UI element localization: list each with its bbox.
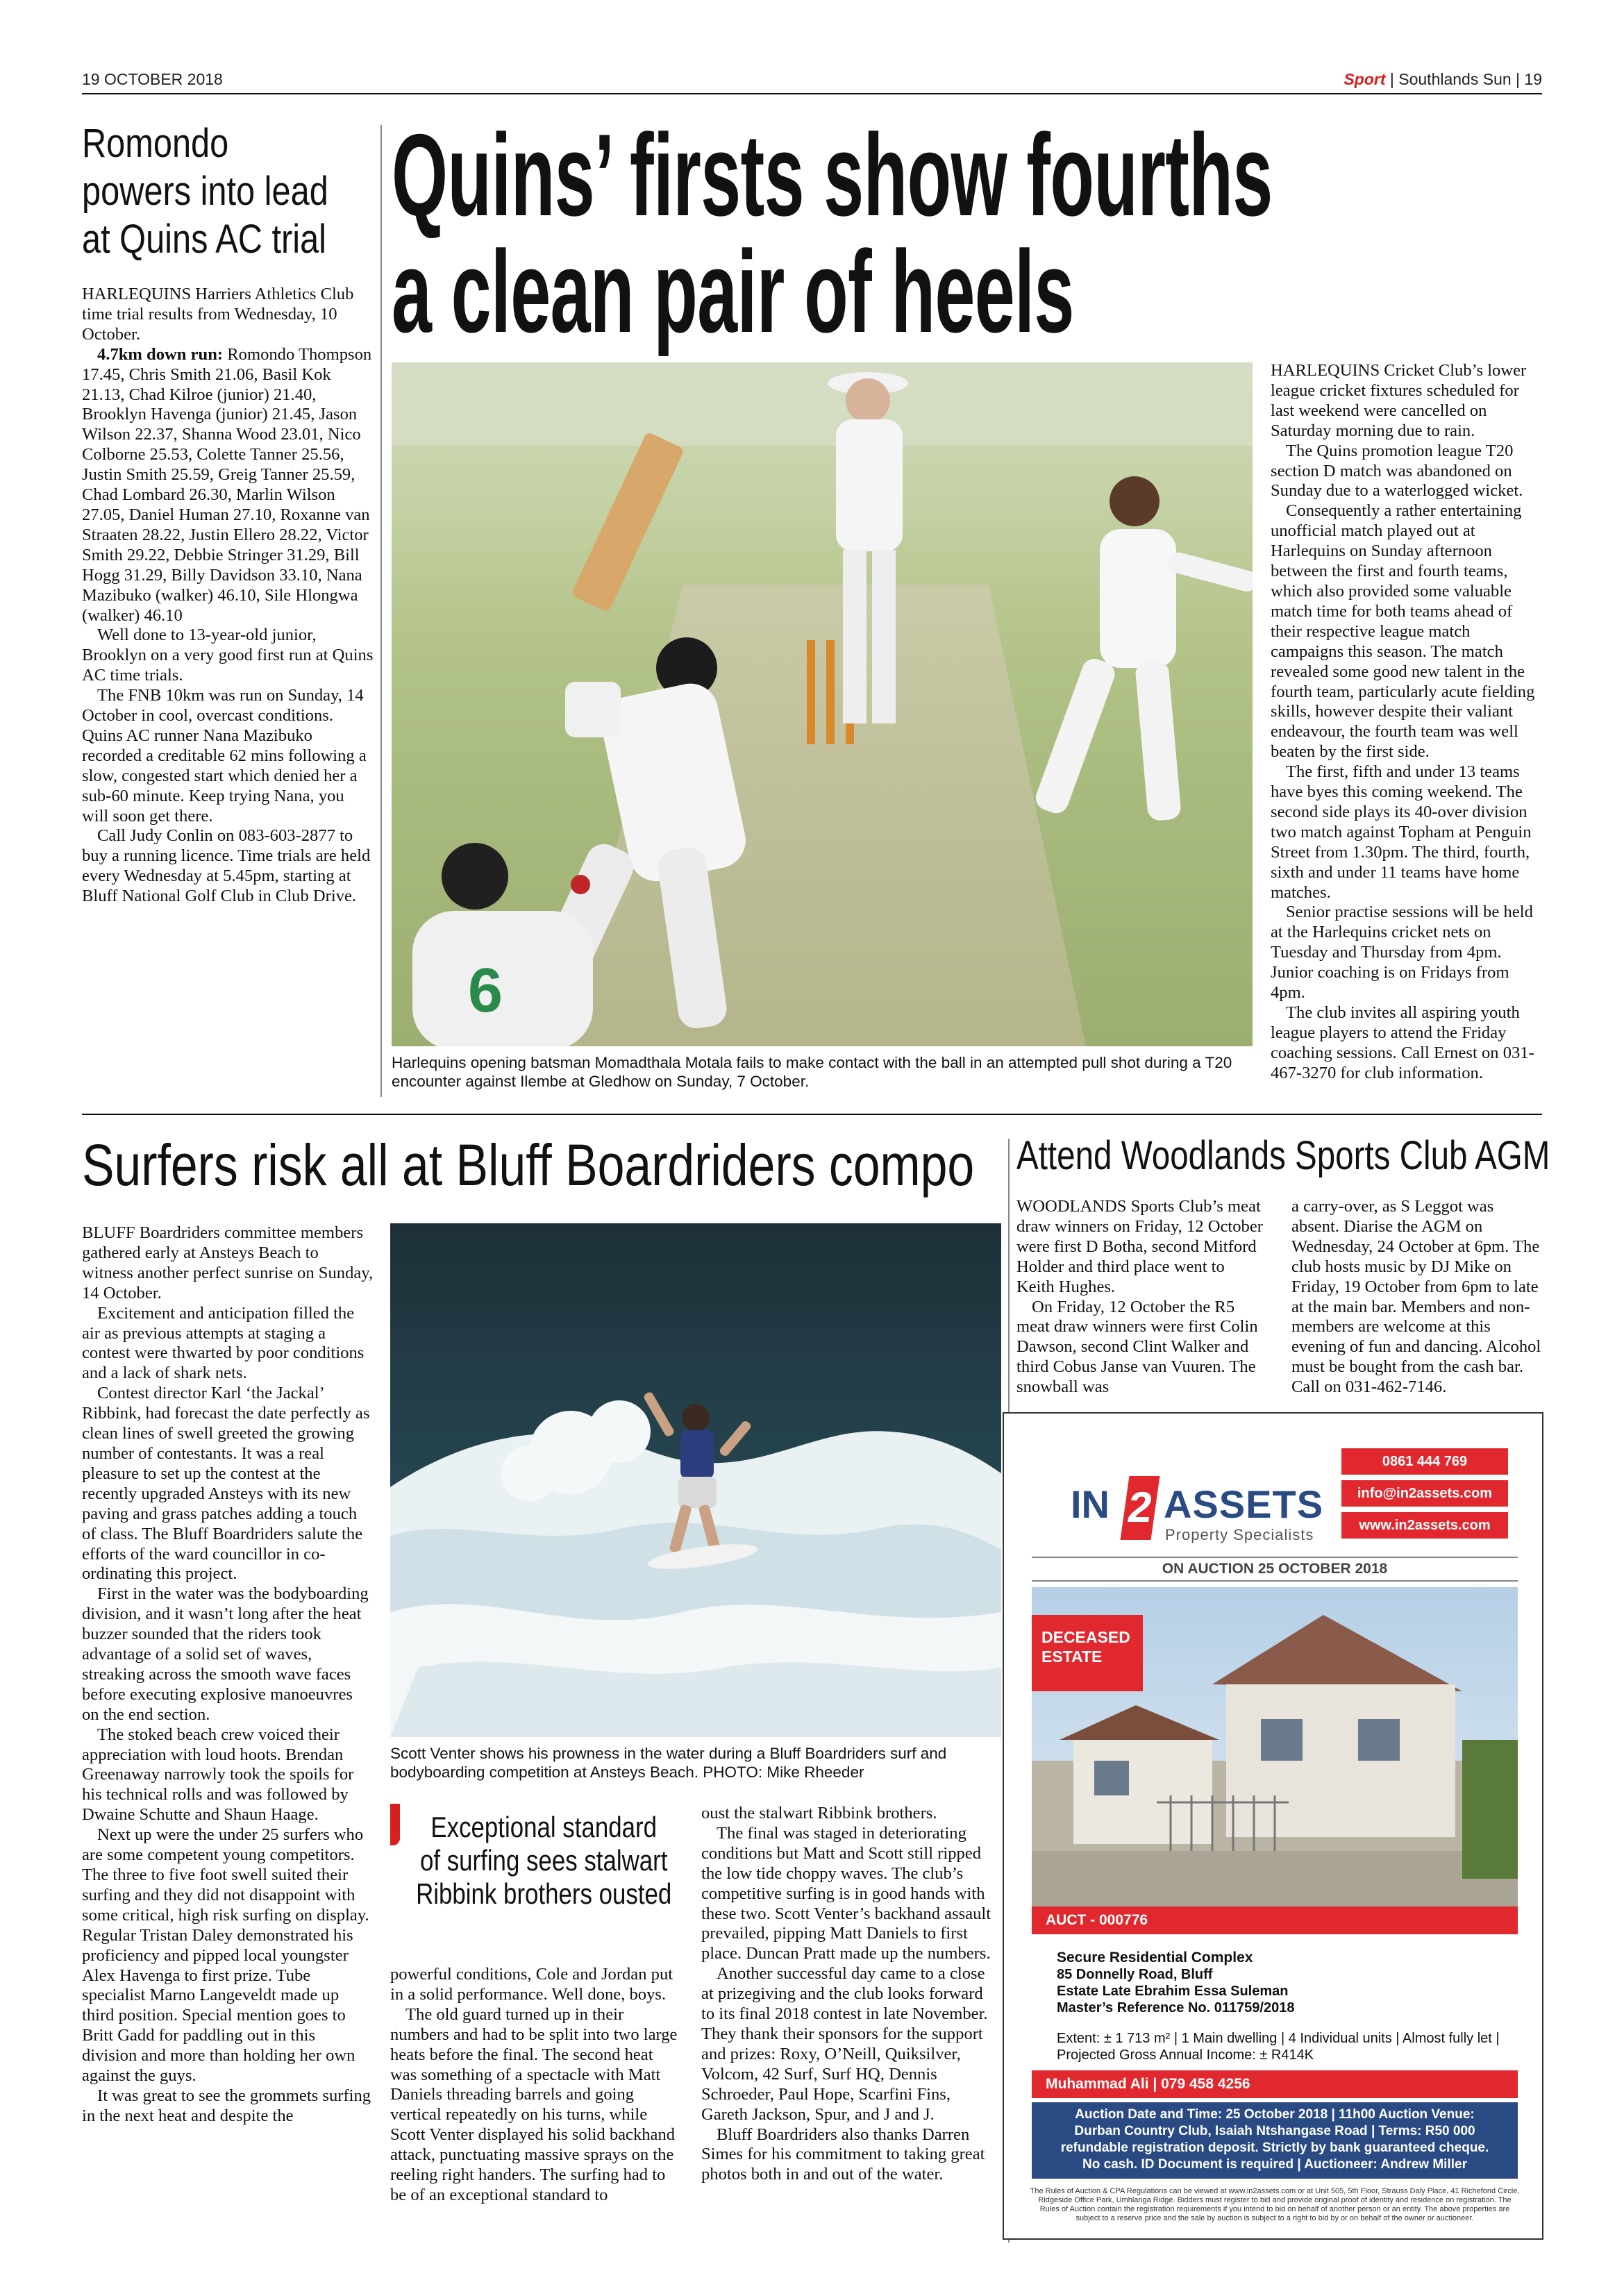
quote-mark-icon bbox=[390, 1804, 400, 1845]
romondo-headline bbox=[82, 119, 328, 263]
headline-line: at Quins AC trial bbox=[82, 217, 327, 262]
surf-photo bbox=[390, 1223, 1001, 1737]
brand-2: 2 bbox=[1121, 1476, 1160, 1540]
badge-line: DECEASED bbox=[1041, 1628, 1130, 1646]
paragraph: It was great to see the grommets surfing in the next heat and despite the bbox=[82, 2086, 371, 2125]
paragraph: The stoked beach crew voiced their appreciation with loud hoots. Brendan Greenaway narrowly took the spoils for his technical rolls and was followed by Dwaine Schutte and Shaun Haage. bbox=[82, 1725, 354, 1825]
surf-caption: Scott Venter shows his prowness in the water during a Bluff Boardriders surf and bodyboarding competition at Ansteys Beach. PHOTO: Mike Rheeder bbox=[390, 1745, 947, 1781]
property-title: Secure Residential Complex bbox=[1057, 1950, 1253, 1966]
fine-print: The Rules of Auction & CPA Regulations can be viewed at www.in2assets.com or at Unit 505, 5th Floor, Strauss Daly Place, 41 Richefond Circle, Ridgeside Office Park, Umhlanga Ridge. Bidders must register to bid and provide original proof of identity and residence on registration. The Rules of Auction contain the registration requirements if you intend to bid on behalf of another person or an entity. The above properties are subject to a reserve price and the sale by auction is subject to a right to bid by or on behalf of the owner or auctioneer. bbox=[1030, 2187, 1520, 2222]
paragraph: BLUFF Boardriders committee members gathered early at Ansteys Beach to witness another perfect sunrise on Sunday, 14 October. bbox=[82, 1223, 374, 1302]
paragraph: Excitement and anticipation filled the air as previous attempts at staging a contest were thwarted by poor conditions and a lack of shark nets. bbox=[82, 1303, 365, 1383]
paragraph: The first, fifth and under 13 teams have byes this coming weekend. The second side plays its 40-over division two match against Topham at Penguin Street from 1.30pm. The third, fourth, sixth and under 11 teams have home matches. bbox=[1271, 762, 1532, 902]
headline-line: Quins’ firsts show fourths bbox=[392, 110, 1273, 240]
venue-line: No cash. ID Document is required | Auctioneer: Andrew Miller bbox=[1082, 2157, 1467, 2172]
cricket-photo bbox=[392, 362, 1253, 1046]
brand-logo bbox=[1071, 1476, 1324, 1552]
brand-in: IN bbox=[1071, 1482, 1110, 1526]
paragraph: The final was staged in deteriorating conditions but Matt and Scott still ripped the low tide choppy waves. The club’s competitive surfing is in good hands with these two. Scott Venter’s backhand assault prevailed, pipping Matt Daniels to first place. Duncan Pratt made up the numbers. bbox=[701, 1823, 991, 1963]
paragraph: The FNB 10km was run on Sunday, 14 October in cool, overcast conditions. Quins AC runner Nana Mazibuko recorded a creditable 62 mins following a slow, congested start which denied her a sub-60 minute. Keep trying Nana, you will soon get there. bbox=[82, 686, 367, 826]
surf-scene bbox=[390, 1223, 1001, 1737]
paragraph: oust the stalwart Ribbink brothers. bbox=[701, 1804, 937, 1822]
paragraph: First in the water was the bodyboarding division, and it wasn’t long after the heat buzzer sounded that the riders took advantage of a solid set of waves, streaking across the smooth wave faces before executing explosive manoeuvres on the end section. bbox=[82, 1584, 369, 1724]
quote-line: Ribbink brothers ousted bbox=[416, 1877, 672, 1910]
woodlands-col1 bbox=[1016, 1197, 1266, 1405]
quins-body bbox=[1271, 361, 1543, 1104]
quins-headline bbox=[392, 110, 1273, 357]
paragraph: a carry-over, as S Leggot was absent. Diarise the AGM on Wednesday, 24 October at 6pm. The club hosts music by DJ Mike on Friday, 19 October from 6pm to late at the main bar. Members and non-members are welcome at this evening of fun and dancing. Alcohol must be bought from the cash bar. Call on 031-462-7146. bbox=[1291, 1197, 1541, 1397]
romondo-body bbox=[82, 285, 374, 1104]
page-date: 19 OCTOBER 2018 bbox=[82, 70, 223, 88]
paragraph: powerful conditions, Cole and Jordan put in a solid performance. Well done, boys. bbox=[390, 1965, 673, 2004]
pull-quote bbox=[390, 1804, 682, 1956]
paragraph: Well done to 13-year-old junior, Brooklyn on a very good first run at Quins AC time trials. bbox=[82, 626, 374, 685]
paragraph: The Quins promotion league T20 section D match was abandoned on Sunday due to a waterlogged wicket. bbox=[1271, 441, 1523, 501]
paragraph: Consequently a rather entertaining unofficial match played out at Harlequins on Sunday afternoon between the first and fourth teams, which also provided some valuable match time for both teams ahead of their respective league match campaigns this season. The match revealed some good new talent in the fourth team, particularly acute fielding skills, however despite their valiant endeavour, the fourth team was well beaten by the first side. bbox=[1271, 501, 1535, 762]
section-rule bbox=[82, 1114, 1542, 1115]
page-folio bbox=[1343, 70, 1542, 89]
auction-date: ON AUCTION 25 OCTOBER 2018 bbox=[1162, 1561, 1388, 1577]
lot-number: AUCT - 000776 bbox=[1032, 1907, 1518, 1934]
cricket-scene bbox=[392, 362, 1253, 1046]
agent-bar[interactable]: Muhammad Ali | 079 458 4256 bbox=[1032, 2070, 1518, 2098]
woodlands-headline: Attend Woodlands Sports Club AGM bbox=[1016, 1133, 1550, 1178]
quote-line: Exceptional standard bbox=[430, 1811, 657, 1843]
jersey-number: 6 bbox=[468, 956, 503, 1025]
property-estate: Estate Late Ebrahim Essa Suleman bbox=[1057, 1984, 1289, 1999]
paragraph: Contest director Karl ‘the Jackal’ Ribbink, had forecast the date perfectly as clean lines of swell greeted the growing number of contestants. It was a real pleasure to set up the contest at the recently upgraded Ansteys with its new paving and grass patches adding a touch of class. The Bluff Boardriders salute the efforts of the ward councillor in co-ordinating this project. bbox=[82, 1384, 370, 1584]
column-divider bbox=[380, 125, 382, 1097]
in2assets-ad bbox=[1003, 1412, 1543, 2240]
headline-line: Romondo bbox=[82, 121, 229, 166]
paragraph: WOODLANDS Sports Club’s meat draw winners on Friday, 12 October were first D Botha, second Mitford Holder and third place went to Keith Hughes. bbox=[1016, 1197, 1263, 1296]
badge-line: ESTATE bbox=[1041, 1648, 1103, 1666]
paragraph bbox=[82, 345, 374, 626]
surfers-col1 bbox=[82, 1223, 374, 2244]
property-extent: Extent: ± 1 713 m² | 1 Main dwelling | 4 Individual units | Almost fully let | Projected Gross Annual Income: ± R414K bbox=[1057, 2031, 1500, 2063]
paragraph: On Friday, 12 October the R5 meat draw winners were first Colin Dawson, second Clint Walker and third Cobus Janse van Vuuren. The snowball was bbox=[1016, 1297, 1258, 1397]
web-pill[interactable]: www.in2assets.com bbox=[1341, 1512, 1508, 1539]
surfers-col3 bbox=[701, 1804, 1000, 2248]
venue-line: Auction Date and Time: 25 October 2018 | 11h00 Auction Venue: bbox=[1075, 2107, 1475, 2122]
paragraph: HARLEQUINS Harriers Athletics Club time trial results from Wednesday, 10 October. bbox=[82, 285, 354, 344]
paragraph: Another successful day came to a close at prizegiving and the club looks forward to its final 2018 contest in late November. They thank their sponsors for the support and prizes: Roxy, O’Neill, Quiksilver, Volcom, 42 Surf, Surf HQ, Dennis Schroeder, Paul Hope, Scarfini Fins, Gareth Jackson, Spur, and J and J. bbox=[701, 1964, 988, 2124]
brand-assets: ASSETS bbox=[1164, 1482, 1324, 1526]
email-pill[interactable]: info@in2assets.com bbox=[1341, 1480, 1508, 1507]
headline-line: a clean pair of heels bbox=[392, 226, 1074, 357]
deceased-estate-badge bbox=[1032, 1615, 1143, 1691]
brand-sub: Property Specialists bbox=[1165, 1526, 1314, 1543]
surfers-col2 bbox=[390, 1965, 682, 2243]
paragraph: Bluff Boardriders also thanks Darren Simes for his commitment to taking great photos both in and out of the water. bbox=[701, 2125, 985, 2184]
house-photo bbox=[1032, 1587, 1518, 1934]
header-rule bbox=[82, 93, 1542, 94]
auction-venue bbox=[1032, 2102, 1518, 2179]
property-details bbox=[1057, 1950, 1501, 2063]
paragraph: Call Judy Conlin on 083-603-2877 to buy a running licence. Time trials are held every Wednesday at 5.45pm, starting at Bluff National Golf Club in Club Drive. bbox=[82, 826, 371, 906]
venue-line: refundable registration deposit. Strictly by bank guaranteed cheque. bbox=[1060, 2140, 1489, 2155]
pull-quote-text bbox=[405, 1811, 682, 1911]
paragraph: The club invites all aspiring youth league players to attend the Friday coaching sessions. Call Ernest on 031-467-3270 for club information. bbox=[1271, 1003, 1534, 1082]
venue-line: Durban Country Club, Isaiah Ntshangase Road | Terms: R50 000 bbox=[1074, 2124, 1475, 2138]
paragraph: Senior practise sessions will be held at the Harlequins cricket nets on Tuesday and Thursday from 4pm. Junior coaching is on Fridays from 4pm. bbox=[1271, 903, 1533, 1003]
paragraph: HARLEQUINS Cricket Club’s lower league cricket fixtures scheduled for last weekend were cancelled on Saturday morning due to rain. bbox=[1271, 361, 1527, 440]
run-results: Romondo Thompson 17.45, Chris Smith 21.06, Basil Kok 21.13, Chad Kilroe (junior) 21.40, Brooklyn Havenga (junior) 21.45, Jason Wilson 22.37, Shanna Wood 23.01, Nico Colborne 25.53, Colette Tanner 25.56, Justin Smith 25.59, Greig Tanner 25.59, Chad Lombard 26.30, Marlin Wilson 27.05, Daniel Human 27.10, Roxanne van Straaten 28.22, Justin Ellero 28.22, Victor Smith 29.22, Debbie Stringer 31.29, Bill Hogg 31.29, Billy Davidson 33.10, Nana Mazibuko (walker) 46.10, Sile Hlongwa (walker) 46.10 bbox=[82, 344, 372, 625]
run-heading: 4.7km down run: bbox=[97, 344, 224, 364]
cricket-caption: Harlequins opening batsman Momadthala Motala fails to make contact with the ball in an attempted pull shot during a T20 encounter against Ilembe at Gledhow on Sunday, 7 October. bbox=[392, 1054, 1232, 1090]
headline-line: powers into lead bbox=[82, 169, 328, 214]
paper-name: | Southlands Sun | 19 bbox=[1389, 70, 1542, 88]
woodlands-col2 bbox=[1291, 1197, 1543, 1405]
phone-pill[interactable]: 0861 444 769 bbox=[1341, 1448, 1508, 1475]
paragraph: Next up were the under 25 surfers who are some competent young competitors. The three to five foot swell suited their surfing and they did not disappoint with some critical, high risk surfing on display. Regular Tristan Daley demonstrated his proficiency and pipped local youngster Alex Havenga to first prize. Tube specialist Marno Langeveldt made up third position. Special mention goes to Britt Gadd for paddling out in this division and more than holding her own against the guys. bbox=[82, 1825, 369, 2086]
section-name: Sport bbox=[1343, 70, 1386, 88]
property-ref: Master’s Reference No. 011759/2018 bbox=[1057, 2000, 1295, 2016]
surfers-headline: Surfers risk all at Bluff Boardriders compo bbox=[82, 1132, 975, 1198]
property-address: 85 Donnelly Road, Bluff bbox=[1057, 1967, 1213, 1982]
quote-line: of surfing sees stalwart bbox=[419, 1844, 668, 1877]
paragraph: The old guard turned up in their numbers and had to be split into two large heats before the final. The second heat was something of a spectacle with Matt Daniels threading barrels and going vertical repeatedly on his turns, while Scott Venter displayed his solid backhand attack, punctuating massive sprays on the reeling right handers. The surfing had to be of an exceptional standard to bbox=[390, 2004, 678, 2204]
